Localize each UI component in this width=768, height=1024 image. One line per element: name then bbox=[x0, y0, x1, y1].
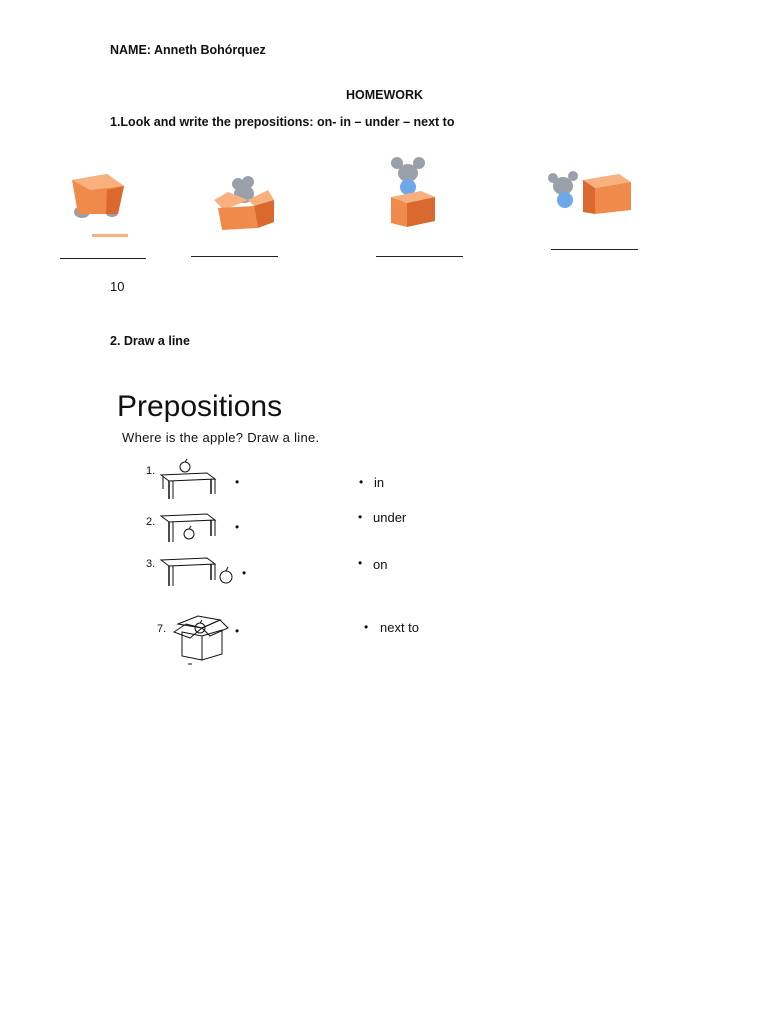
table-apple-under-icon bbox=[157, 510, 219, 546]
box-mouse-under-icon bbox=[62, 168, 142, 243]
worksheet-subtitle: Where is the apple? Draw a line. bbox=[122, 430, 320, 445]
option-next-to: next to bbox=[380, 620, 420, 635]
answer-line-3[interactable] bbox=[376, 256, 463, 257]
answer-line-4[interactable] bbox=[551, 249, 638, 250]
option-under: under bbox=[373, 510, 407, 525]
item-number: 3. bbox=[146, 558, 156, 570]
table-apple-next-to-icon bbox=[157, 554, 237, 590]
table-apple-on-icon bbox=[157, 457, 219, 501]
answer-line-2[interactable] bbox=[191, 256, 278, 257]
option-bullet[interactable]: • bbox=[358, 510, 363, 524]
box-mouse-in-icon bbox=[208, 170, 283, 235]
option-bullet[interactable]: • bbox=[364, 620, 369, 634]
item-bullet[interactable]: • bbox=[235, 624, 240, 638]
option-bullet[interactable]: • bbox=[358, 556, 363, 570]
student-name: NAME: Anneth Bohórquez bbox=[110, 43, 266, 57]
box-mouse-next-to-icon bbox=[547, 168, 637, 220]
item-number: 7. bbox=[157, 623, 167, 635]
item-number: 1. bbox=[146, 465, 156, 477]
item-bullet[interactable]: • bbox=[235, 475, 240, 489]
option-bullet[interactable]: • bbox=[359, 475, 364, 489]
answer-line-1[interactable] bbox=[60, 258, 146, 259]
option-in: in bbox=[374, 475, 385, 490]
exercise2-instruction: 2. Draw a line bbox=[110, 334, 190, 348]
score: 10 bbox=[110, 279, 125, 294]
homework-title: HOMEWORK bbox=[346, 88, 424, 102]
worksheet-title: Prepositions bbox=[117, 390, 283, 423]
exercise1-instruction: 1.Look and write the prepositions: on- in – under – next to bbox=[110, 115, 455, 129]
box-mouse-on-icon bbox=[385, 155, 445, 233]
item-bullet[interactable]: • bbox=[235, 520, 240, 534]
option-on: on bbox=[373, 557, 388, 572]
item-number: 2. bbox=[146, 516, 156, 528]
item-bullet[interactable]: • bbox=[242, 566, 247, 580]
box-apple-in-icon bbox=[172, 610, 230, 668]
